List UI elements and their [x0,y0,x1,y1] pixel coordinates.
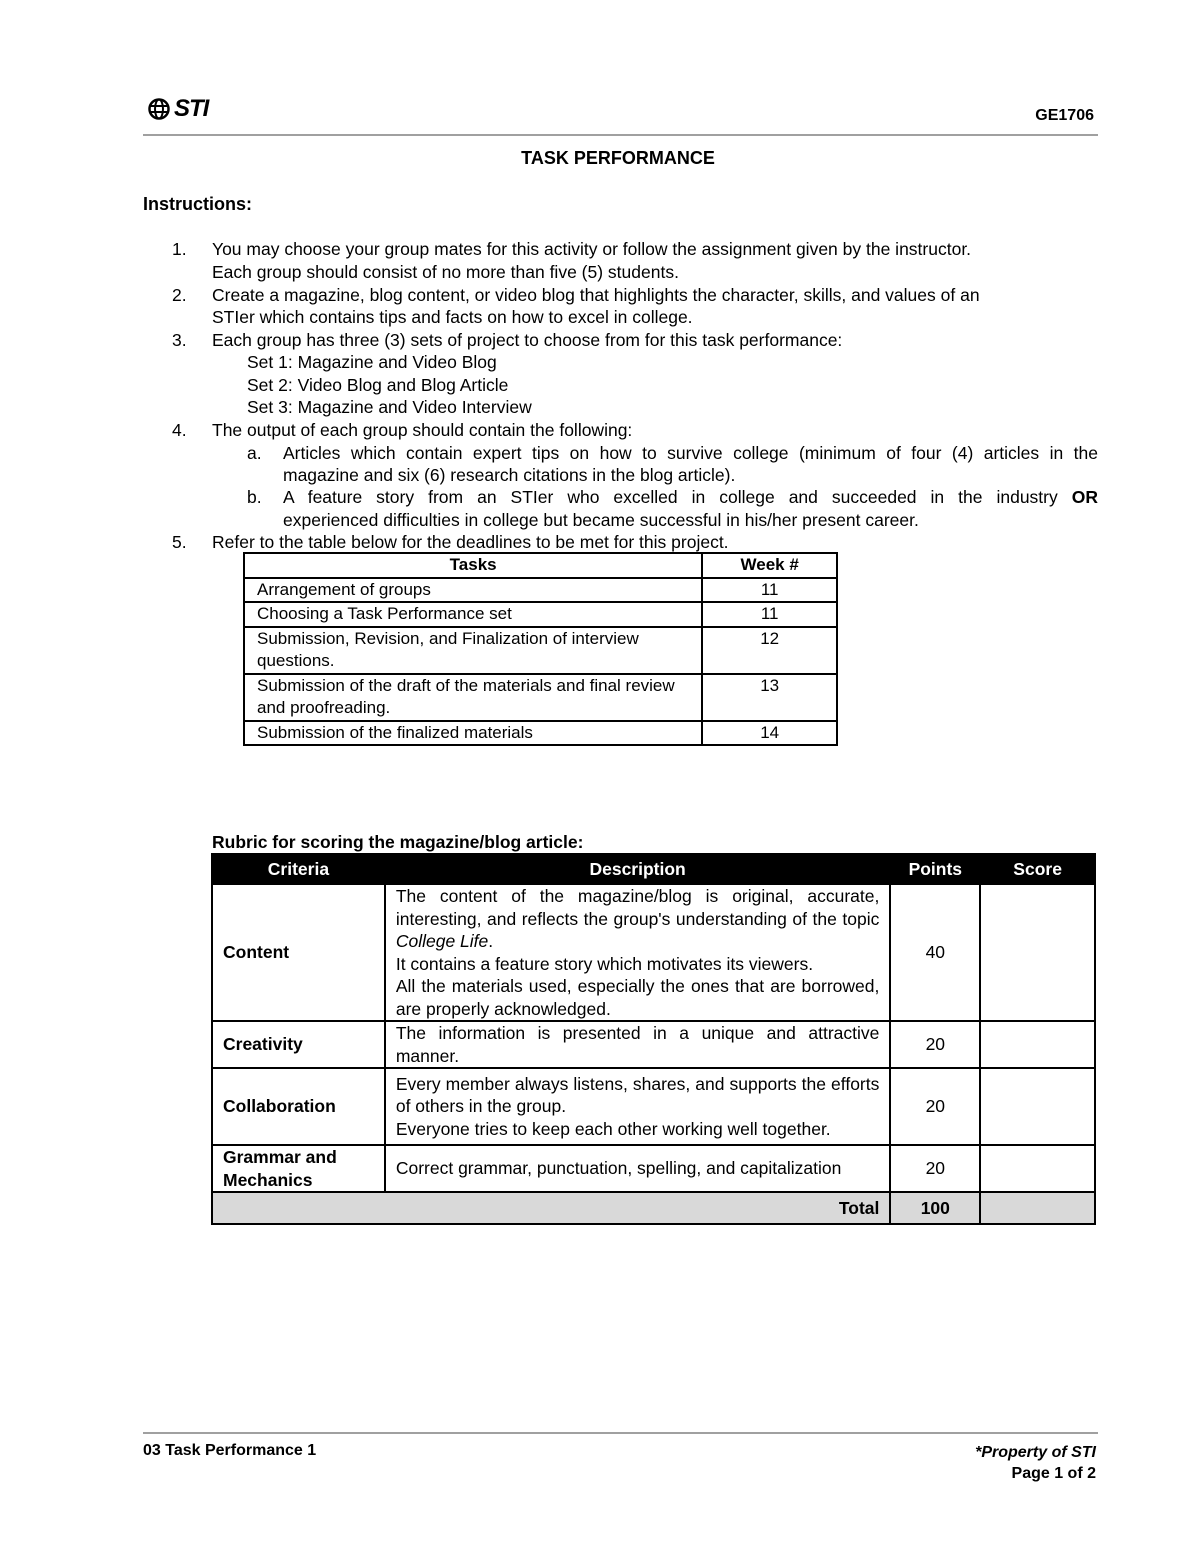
footer-doc-label: 03 Task Performance 1 [143,1442,317,1459]
sub-b-text: A feature story from an STIer who excelled in college and succeeded in the industry [283,487,1072,507]
rubric-title: Rubric for scoring the magazine/blog article: [212,832,584,852]
rubric-total-row [212,1192,1095,1224]
description-text [396,885,880,953]
item-3-line-1: Each group has three (3) sets of project to choose from for this task performance: [212,330,843,350]
item-1-line-2: Each group should consist of no more than five (5) students. [212,262,679,282]
week-cell: 14 [702,721,837,746]
description-cell [385,1068,891,1145]
table-row [244,674,837,721]
rubric-row [212,1068,1095,1145]
page-number: Page 1 of 2 [1011,1465,1096,1482]
item-number: 2. [172,285,187,305]
sti-globe-icon [148,98,170,120]
week-cell: 13 [702,674,837,721]
column-header-criteria: Criteria [212,854,385,884]
total-points: 100 [890,1192,980,1224]
column-header-week: Week # [702,553,837,578]
description-text: It contains a feature story which motivates its viewers. [395,953,814,974]
item-number: 5. [172,532,187,552]
item-1-line-1: You may choose your group mates for this activity or follow the assignment given by the instructor. [212,239,972,259]
score-cell[interactable] [980,1068,1095,1145]
header-divider [143,134,1098,136]
item-2-line-1: Create a magazine, blog content, or video blog that highlights the character, skills, and values of an [212,285,980,305]
task-cell: Submission of the finalized materials [244,721,702,746]
rubric-row [212,1145,1095,1192]
task-cell: Submission of the draft of the materials and final review and proofreading. [244,674,702,721]
footer-divider [143,1432,1098,1434]
table-row [244,627,837,674]
score-cell[interactable] [980,884,1095,1021]
footer-right [975,1442,1096,1484]
table-row [244,721,837,746]
criteria-cell: Creativity [212,1021,385,1068]
page-title: TASK PERFORMANCE [521,148,715,168]
rubric-row [212,884,1095,1021]
item-number: 3. [172,330,187,350]
table-header-row [244,553,837,578]
item-number: 1. [172,239,187,259]
task-cell: Arrangement of groups [244,578,702,603]
column-header-tasks: Tasks [244,553,702,578]
sub-b-or: OR [1071,487,1098,507]
points-cell: 20 [890,1021,980,1068]
points-cell: 40 [890,884,980,1021]
table-row [244,578,837,603]
set-2: Set 2: Video Blog and Blog Article [247,375,509,395]
instructions-label: Instructions: [143,194,253,214]
rubric-row [212,1021,1095,1068]
table-row [244,602,837,627]
criteria-cell: Collaboration [212,1068,385,1145]
column-header-score: Score [980,854,1095,884]
score-cell[interactable] [980,1021,1095,1068]
sub-b-line-2: experienced difficulties in college but became successful in his/her present career. [283,510,919,530]
week-cell: 11 [702,578,837,603]
task-cell: Submission, Revision, and Finalization of interview questions. [244,627,702,674]
set-1: Set 1: Magazine and Video Blog [247,352,497,372]
document-code: GE1706 [1035,107,1094,124]
description-cell: Correct grammar, punctuation, spelling, and capitalization [385,1145,891,1192]
sub-letter: b. [247,487,262,507]
sub-a-line-2: magazine and six (6) research citations in the blog article). [283,465,736,485]
description-part: . [488,931,494,951]
column-header-points: Points [890,854,980,884]
week-cell: 11 [702,602,837,627]
points-cell: 20 [890,1145,980,1192]
score-cell[interactable] [980,1145,1095,1192]
points-cell: 20 [890,1068,980,1145]
sti-logo [148,94,210,124]
item-4-line-1: The output of each group should contain the following: [212,420,633,440]
total-score-cell[interactable] [980,1192,1095,1224]
set-3: Set 3: Magazine and Video Interview [247,397,532,417]
description-text: Everyone tries to keep each other working well together. [395,1118,831,1139]
logo-text: STI [174,95,209,122]
description-italic: College Life [395,931,489,951]
sub-a-line-1: Articles which contain expert tips on how to survive college (minimum of four (4) articles in the [283,443,1098,463]
item-number: 4. [172,420,187,440]
item-2-line-2: STIer which contains tips and facts on how to excel in college. [212,307,693,327]
sub-b-line-1 [283,486,1098,509]
item-5-line-1: Refer to the table below for the deadlines to be met for this project. [212,532,729,552]
rubric-table [211,853,1096,1225]
criteria-cell: Grammar and Mechanics [212,1145,385,1192]
description-cell: The information is presented in a unique and attractive manner. [385,1021,891,1068]
criteria-cell: Content [212,884,385,1021]
deadline-table [243,552,838,746]
description-text: Every member always listens, shares, and supports the efforts of others in the group. [395,1073,880,1117]
description-text: All the materials used, especially the ones that are borrowed, are properly acknowledged. [395,976,880,1019]
total-label: Total [212,1192,890,1224]
rubric-header-row [212,854,1095,884]
week-cell: 12 [702,627,837,674]
description-cell [385,884,891,1021]
sub-letter: a. [247,443,262,463]
description-part: The content of the magazine/blog is original, accurate, interesting, and reflects the group's understanding of the topic [395,886,880,929]
property-notice: *Property of STI [975,1444,1096,1461]
task-cell: Choosing a Task Performance set [244,602,702,627]
column-header-description: Description [385,854,891,884]
